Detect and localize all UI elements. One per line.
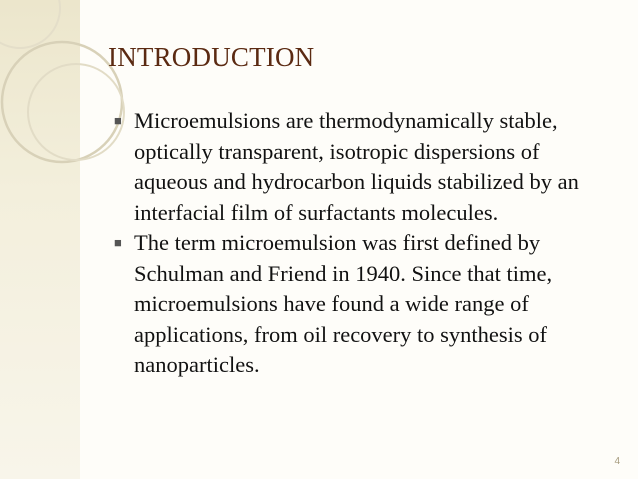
bullet-item bbox=[114, 106, 604, 228]
bullet-list bbox=[114, 106, 604, 381]
decorative-ring-top bbox=[0, 0, 60, 48]
page-number: 4 bbox=[614, 456, 620, 467]
decorative-ring-large bbox=[2, 42, 122, 162]
bullet-item bbox=[114, 228, 604, 381]
bullet-text: Microemulsions are thermodynamically stable, optically transparent, isotropic dispersions of aqueous and hydrocarbon liquids stabilized by an interfacial film of surfactants molecules. bbox=[134, 108, 579, 225]
square-bullet-icon: ■ bbox=[114, 113, 122, 128]
slide-title: INTRODUCTION bbox=[108, 42, 315, 72]
bullet-text: The term microemulsion was first defined by Schulman and Friend in 1940. Since that time, microemulsions have found a wide range of applications, from oil recovery to synthesis of nanoparticles. bbox=[134, 230, 553, 377]
square-bullet-icon: ■ bbox=[114, 235, 122, 250]
decorative-ring-small bbox=[28, 64, 124, 160]
